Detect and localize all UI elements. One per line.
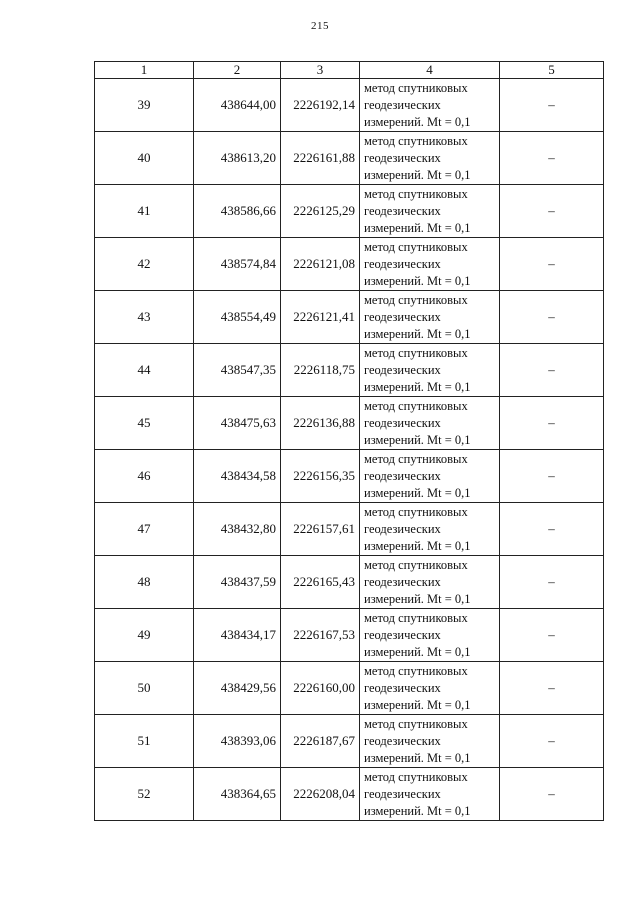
column-5-value: – <box>500 715 604 768</box>
method-line-3: измерений. Mt = 0,1 <box>364 697 471 712</box>
coordinate-x: 438586,66 <box>194 185 281 238</box>
column-5-value: – <box>500 185 604 238</box>
column-header-3: 3 <box>281 62 360 79</box>
method-line-2: геодезических <box>364 97 441 112</box>
table-row <box>95 79 604 132</box>
method-line-3: измерений. Mt = 0,1 <box>364 167 471 182</box>
method-description <box>360 768 500 821</box>
column-header-2: 2 <box>194 62 281 79</box>
coordinate-y: 2226136,88 <box>281 397 360 450</box>
method-line-3: измерений. Mt = 0,1 <box>364 220 471 235</box>
coordinate-x: 438613,20 <box>194 132 281 185</box>
table-row <box>95 503 604 556</box>
coordinate-y: 2226121,41 <box>281 291 360 344</box>
point-number: 50 <box>95 662 194 715</box>
table-row <box>95 397 604 450</box>
method-line-2: геодезических <box>364 468 441 483</box>
method-description <box>360 503 500 556</box>
method-description <box>360 450 500 503</box>
method-line-1: метод спутниковых <box>364 716 468 731</box>
method-line-2: геодезических <box>364 733 441 748</box>
point-number: 46 <box>95 450 194 503</box>
coordinate-x: 438475,63 <box>194 397 281 450</box>
method-line-3: измерений. Mt = 0,1 <box>364 114 471 129</box>
column-5-value: – <box>500 291 604 344</box>
point-number: 44 <box>95 344 194 397</box>
table-header-row <box>95 62 604 79</box>
method-line-1: метод спутниковых <box>364 239 468 254</box>
table-row <box>95 450 604 503</box>
method-line-3: измерений. Mt = 0,1 <box>364 644 471 659</box>
coordinate-y: 2226125,29 <box>281 185 360 238</box>
coordinate-y: 2226167,53 <box>281 609 360 662</box>
coordinate-y: 2226161,88 <box>281 132 360 185</box>
point-number: 42 <box>95 238 194 291</box>
table-row <box>95 132 604 185</box>
coordinates-table-container <box>94 61 604 821</box>
method-line-3: измерений. Mt = 0,1 <box>364 803 471 818</box>
method-line-1: метод спутниковых <box>364 451 468 466</box>
method-description <box>360 185 500 238</box>
method-line-2: геодезических <box>364 415 441 430</box>
method-description <box>360 132 500 185</box>
method-line-1: метод спутниковых <box>364 133 468 148</box>
point-number: 43 <box>95 291 194 344</box>
method-line-3: измерений. Mt = 0,1 <box>364 379 471 394</box>
coordinate-x: 438432,80 <box>194 503 281 556</box>
method-line-3: измерений. Mt = 0,1 <box>364 432 471 447</box>
method-line-1: метод спутниковых <box>364 292 468 307</box>
method-line-1: метод спутниковых <box>364 769 468 784</box>
method-line-1: метод спутниковых <box>364 345 468 360</box>
column-header-1: 1 <box>95 62 194 79</box>
page-number: 215 <box>311 20 329 32</box>
table-row <box>95 238 604 291</box>
column-5-value: – <box>500 609 604 662</box>
coordinate-x: 438437,59 <box>194 556 281 609</box>
coordinate-y: 2226192,14 <box>281 79 360 132</box>
table-row <box>95 556 604 609</box>
coordinate-x: 438434,17 <box>194 609 281 662</box>
coordinate-y: 2226208,04 <box>281 768 360 821</box>
method-line-3: измерений. Mt = 0,1 <box>364 591 471 606</box>
coordinate-y: 2226118,75 <box>281 344 360 397</box>
coordinate-y: 2226165,43 <box>281 556 360 609</box>
method-line-1: метод спутниковых <box>364 504 468 519</box>
table-row <box>95 185 604 238</box>
method-description <box>360 79 500 132</box>
table-row <box>95 715 604 768</box>
column-5-value: – <box>500 450 604 503</box>
coordinate-y: 2226187,67 <box>281 715 360 768</box>
column-5-value: – <box>500 344 604 397</box>
table-row <box>95 768 604 821</box>
method-line-1: метод спутниковых <box>364 80 468 95</box>
method-description <box>360 715 500 768</box>
method-line-2: геодезических <box>364 574 441 589</box>
method-description <box>360 397 500 450</box>
column-5-value: – <box>500 503 604 556</box>
method-line-2: геодезических <box>364 521 441 536</box>
method-line-2: геодезических <box>364 309 441 324</box>
method-line-3: измерений. Mt = 0,1 <box>364 273 471 288</box>
coordinate-y: 2226157,61 <box>281 503 360 556</box>
table-row <box>95 344 604 397</box>
column-5-value: – <box>500 79 604 132</box>
column-5-value: – <box>500 662 604 715</box>
point-number: 41 <box>95 185 194 238</box>
method-line-1: метод спутниковых <box>364 557 468 572</box>
coordinate-x: 438574,84 <box>194 238 281 291</box>
column-5-value: – <box>500 238 604 291</box>
method-line-3: измерений. Mt = 0,1 <box>364 750 471 765</box>
coordinate-x: 438434,58 <box>194 450 281 503</box>
method-description <box>360 238 500 291</box>
method-description <box>360 662 500 715</box>
method-description <box>360 609 500 662</box>
method-line-1: метод спутниковых <box>364 186 468 201</box>
coordinates-table <box>94 61 604 821</box>
method-line-2: геодезических <box>364 256 441 271</box>
table-row <box>95 609 604 662</box>
method-line-1: метод спутниковых <box>364 610 468 625</box>
point-number: 39 <box>95 79 194 132</box>
coordinate-x: 438364,65 <box>194 768 281 821</box>
point-number: 52 <box>95 768 194 821</box>
coordinate-y: 2226160,00 <box>281 662 360 715</box>
method-line-3: измерений. Mt = 0,1 <box>364 485 471 500</box>
method-line-1: метод спутниковых <box>364 663 468 678</box>
method-line-2: геодезических <box>364 150 441 165</box>
table-body <box>95 79 604 821</box>
method-line-2: геодезических <box>364 680 441 695</box>
column-5-value: – <box>500 397 604 450</box>
column-header-5: 5 <box>500 62 604 79</box>
method-line-2: геодезических <box>364 203 441 218</box>
coordinate-x: 438547,35 <box>194 344 281 397</box>
point-number: 47 <box>95 503 194 556</box>
method-line-2: геодезических <box>364 786 441 801</box>
table-row <box>95 662 604 715</box>
column-header-4: 4 <box>360 62 500 79</box>
method-line-2: геодезических <box>364 362 441 377</box>
coordinate-x: 438554,49 <box>194 291 281 344</box>
coordinate-y: 2226156,35 <box>281 450 360 503</box>
method-description <box>360 556 500 609</box>
table-row <box>95 291 604 344</box>
point-number: 45 <box>95 397 194 450</box>
column-5-value: – <box>500 768 604 821</box>
point-number: 51 <box>95 715 194 768</box>
method-line-1: метод спутниковых <box>364 398 468 413</box>
column-5-value: – <box>500 556 604 609</box>
point-number: 48 <box>95 556 194 609</box>
method-description <box>360 344 500 397</box>
method-line-2: геодезических <box>364 627 441 642</box>
column-5-value: – <box>500 132 604 185</box>
coordinate-x: 438429,56 <box>194 662 281 715</box>
coordinate-x: 438644,00 <box>194 79 281 132</box>
method-line-3: измерений. Mt = 0,1 <box>364 538 471 553</box>
coordinate-y: 2226121,08 <box>281 238 360 291</box>
point-number: 40 <box>95 132 194 185</box>
method-description <box>360 291 500 344</box>
point-number: 49 <box>95 609 194 662</box>
method-line-3: измерений. Mt = 0,1 <box>364 326 471 341</box>
coordinate-x: 438393,06 <box>194 715 281 768</box>
